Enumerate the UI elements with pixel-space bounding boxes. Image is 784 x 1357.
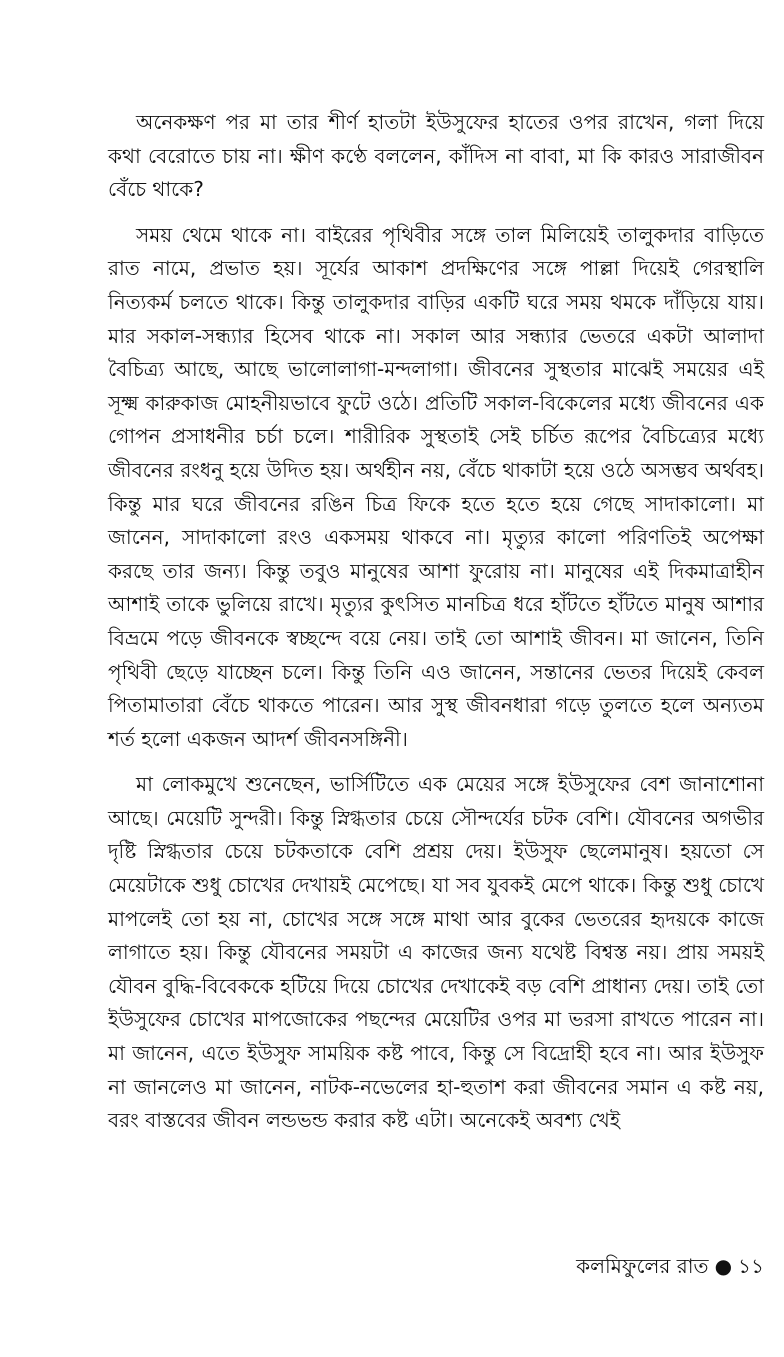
footer-bullet-icon: ● [714, 1254, 733, 1278]
page-footer [576, 1252, 764, 1280]
footer-book-title: কলমিফুলের রাত [576, 1254, 709, 1278]
page-body [108, 106, 764, 1138]
paragraph-1: অনেকক্ষণ পর মা তার শীর্ণ হাতটা ইউসুফের হাতের ওপর রাখেন, গলা দিয়ে কথা বেরোতে চায় না। ক্ষীণ কণ্ঠে বললেন, কাঁদিস না বাবা, মা কি কারও সারাজীবন বেঁচে থাকে? [108, 110, 764, 202]
footer-page-number: ১১ [738, 1254, 764, 1278]
paragraph-2: সময় থেমে থাকে না। বাইরের পৃথিবীর সঙ্গে তাল মিলিয়েই তালুকদার বাড়িতে রাত নামে, প্রভাত হয়। সূর্যের আকাশ প্রদক্ষিণের সঙ্গে পাল্লা দিয়েই গেরস্থালি নিত্যকর্ম চলতে থাকে। কিন্তু তালুকদার বাড়ির একটি ঘরে সময় থমকে দাঁড়িয়ে যায়। মার সকাল-সন্ধ্যার হিসেব থাকে না। সকাল আর সন্ধ্যার ভেতরে একটা আলাদা বৈচিত্র্য আছে, আছে ভালোলাগা-মন্দলাগা। জীবনের সুস্থতার মাঝেই সময়ের এই সূক্ষ্ম কারুকাজ মোহনীয়ভাবে ফুটে ওঠে। প্রতিটি সকাল-বিকেলের মধ্যে জীবনের এক গোপন প্রসাধনীর চর্চা চলে। শারীরিক সুস্থতাই সেই চর্চিত রূপের বৈচিত্র্যের মধ্যে জীবনের রংধনু হয়ে উদিত হয়। অর্থহীন নয়, বেঁচে থাকাটা হয়ে ওঠে অসম্ভব অর্থবহ। কিন্তু মার ঘরে জীবনের রঙিন চিত্র ফিকে হতে হতে হয়ে গেছে সাদাকালো। মা জানেন, সাদাকালো রংও একসময় থাকবে না। মৃত্যুর কালো পরিণতিই অপেক্ষা করছে তার জন্য। কিন্তু তবুও মানুষের আশা ফুরোয় না। মানুষের এই দিকমাত্রাহীন আশাই তাকে ভুলিয়ে রাখে। মৃত্যুর কুৎসিত মানচিত্র ধরে হাঁটতে হাঁটতে মানুষ আশার বিভ্রমে পড়ে জীবনকে স্বচ্ছন্দে বয়ে নেয়। তাই তো আশাই জীবন। মা জানেন, তিনি পৃথিবী ছেড়ে যাচ্ছেন চলে। কিন্তু তিনি এও জানেন, সন্তানের ভেতর দিয়েই কেবল পিতামাতারা বেঁচে থাকতে পারেন। আর সুস্থ জীবনধারা গড়ে তুলতে হলে অন্যতম শর্ত হলো একজন আদর্শ জীবনসঙ্গিনী। [108, 222, 764, 751]
paragraph-3: মা লোকমুখে শুনেছেন, ভার্সিটিতে এক মেয়ের সঙ্গে ইউসুফের বেশ জানাশোনা আছে। মেয়েটি সুন্দরী। কিন্তু স্নিগ্ধতার চেয়ে সৌন্দর্যের চটক বেশি। যৌবনের অগভীর দৃষ্টি স্নিগ্ধতার চেয়ে চটকতাকে বেশি প্রশ্রয় দেয়। ইউসুফ ছেলেমানুষ। হয়তো সে মেয়েটাকে শুধু চোখের দেখায়ই মেপেছে। যা সব যুবকই মেপে থাকে। কিন্তু শুধু চোখে মাপলেই তো হয় না, চোখের সঙ্গে সঙ্গে মাথা আর বুকের ভেতরের হৃদয়কে কাজে লাগাতে হয়। কিন্তু যৌবনের সময়টা এ কাজের জন্য যথেষ্ট বিশ্বস্ত নয়। প্রায় সময়ই যৌবন বুদ্ধি-বিবেককে হটিয়ে দিয়ে চোখের দেখাকেই বড় বেশি প্রাধান্য দেয়। তাই তো ইউসুফের চোখের মাপজোকের পছন্দের মেয়েটির ওপর মা ভরসা রাখতে পারেন না। মা জানেন, এতে ইউসুফ সাময়িক কষ্ট পাবে, কিন্তু সে বিদ্রোহী হবে না। আর ইউসুফ না জানলেও মা জানেন, নাটক-নভেলের হা-হুতাশ করা জীবনের সমান এ কষ্ট নয়, বরং বাস্তবের জীবন লন্ডভন্ড করার কষ্ট এটা। অনেকেই অবশ্য খেই [108, 772, 764, 1133]
